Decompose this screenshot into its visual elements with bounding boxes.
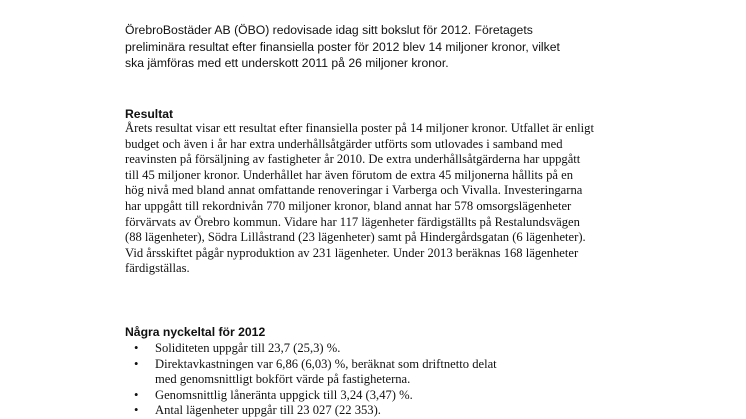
bullet-icon: •: [134, 356, 139, 371]
resultat-line: har uppgått till rekordnivån 770 miljoner kronor, bland annat har 578 omsorgslägenheter: [125, 198, 572, 213]
list-item: [125, 388, 497, 404]
resultat-line: hög nivå med bland annat omfattande renoveringar i Varberga och Vivalla. Investeringarna: [125, 183, 583, 198]
intro-line: ska jämföras med ett underskott 2011 på 26 miljoner kronor.: [125, 56, 449, 70]
list-item: [125, 403, 497, 419]
resultat-line: färdigställas.: [125, 261, 190, 276]
resultat-line: till 45 miljoner kronor. Underhållet har även förutom de extra 45 miljonerna hållits på en: [125, 167, 574, 182]
nyckeltal-list: [125, 341, 497, 419]
resultat-line: Årets resultat visar ett resultat efter finansiella poster på 14 miljoner kronor. Utfallet är enligt: [125, 121, 594, 135]
resultat-paragraph: [125, 121, 594, 277]
list-item-line: Direktavkastningen var 6,86 (6,03) %, beräknat som driftnetto delat: [155, 356, 497, 371]
list-item-line: Genomsnittlig låneränta uppgick till 3,24 (3,47) %.: [155, 387, 413, 402]
bullet-icon: •: [134, 341, 139, 355]
list-item-line: med genomsnittligt bokfört värde på fastigheterna.: [155, 372, 411, 387]
bullet-icon: •: [134, 403, 139, 418]
resultat-line: budget och även i år har extra underhållsåtgärder utförts som utlovades i samband med: [125, 136, 563, 151]
list-item-line: Soliditeten uppgår till 23,7 (25,3) %.: [155, 341, 341, 355]
list-item-line: Antal lägenheter uppgår till 23 027 (22 353).: [155, 403, 381, 418]
resultat-line: Vid årsskiftet pågår nyproduktion av 231 lägenheter. Under 2013 beräknas 168 lägenheter: [125, 245, 579, 260]
resultat-heading: Resultat: [125, 107, 174, 121]
list-item: [125, 357, 497, 388]
resultat-line: (88 lägenheter), Södra Lillåstrand (23 lägenheter) samt på Hindergårdsgatan (6 lägenheter).: [125, 230, 586, 245]
intro-line: preliminära resultat efter finansiella poster för 2012 blev 14 miljoner kronor, vilket: [125, 39, 560, 54]
list-item: [125, 341, 497, 357]
resultat-line: reavinsten på försäljning av fastigheter år 2010. De extra underhållsåtgärderna har uppgått: [125, 152, 581, 167]
intro-line: ÖrebroBostäder AB (ÖBO) redovisade idag sitt bokslut för 2012. Företagets: [125, 23, 533, 37]
resultat-line: förvärvats av Örebro kommun. Vidare har 117 lägenheter färdigställts på Restalundsvägen: [125, 214, 580, 229]
intro-paragraph: [125, 22, 605, 72]
nyckeltal-heading: Några nyckeltal för 2012: [125, 325, 266, 339]
bullet-icon: •: [134, 387, 139, 402]
